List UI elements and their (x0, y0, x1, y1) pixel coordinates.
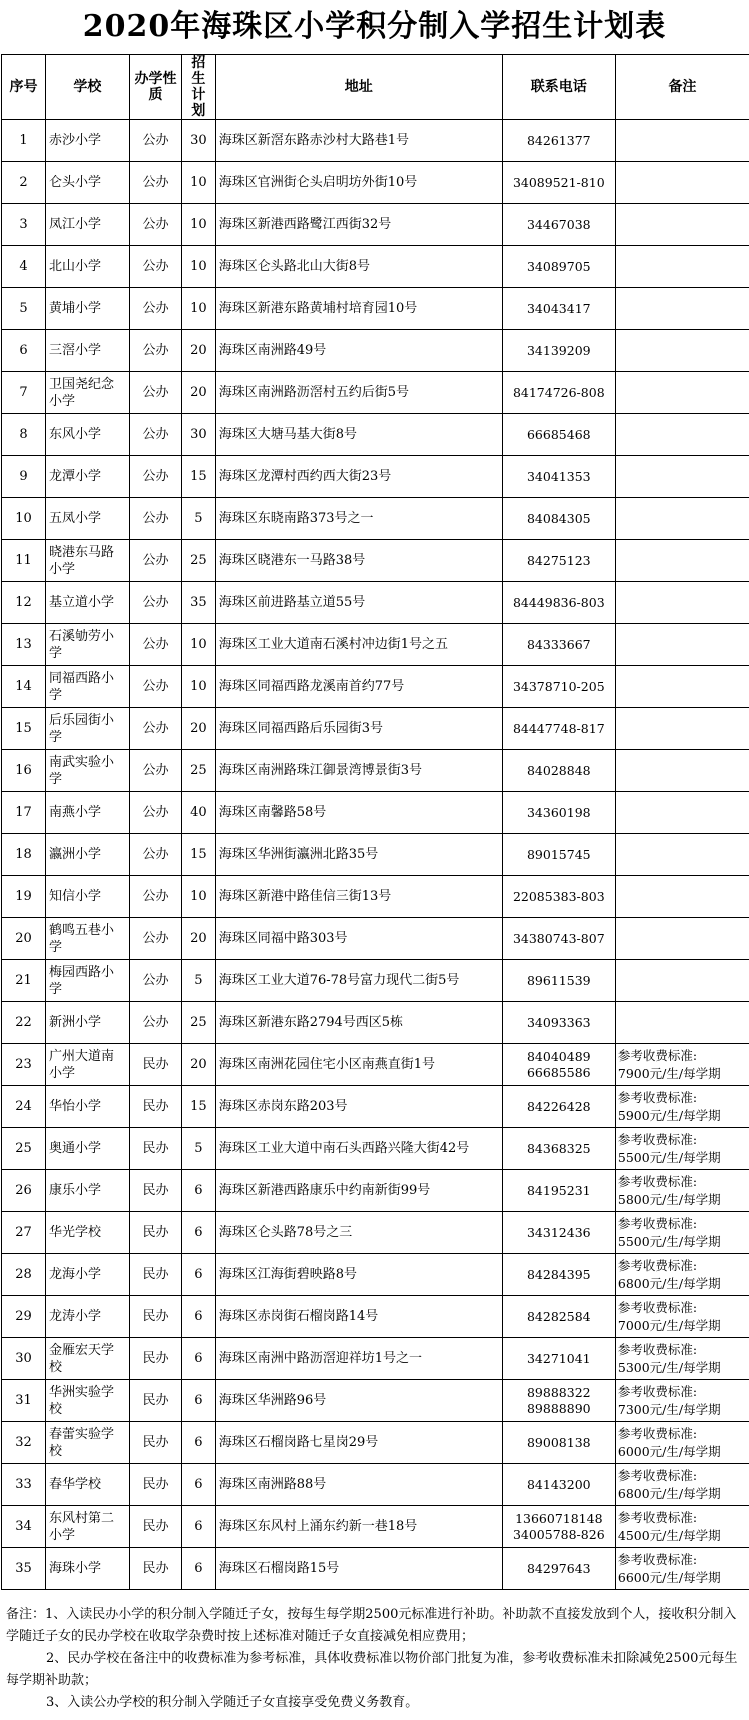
cell-school: 龙涛小学 (46, 1296, 130, 1338)
cell-phone: 84284395 (502, 1254, 615, 1296)
cell-phone: 34380743-807 (502, 918, 615, 960)
cell-school: 北山小学 (46, 246, 130, 288)
enrollment-plan-table (1, 54, 749, 1590)
cell-nature: 公办 (129, 666, 181, 708)
cell-school: 基立道小学 (46, 582, 130, 624)
cell-phone: 89015745 (502, 834, 615, 876)
cell-address: 海珠区江海街碧映路8号 (215, 1254, 502, 1296)
cell-school: 三滘小学 (46, 330, 130, 372)
cell-remark: 参考收费标准: 7300元/生/每学期 (615, 1380, 749, 1422)
cell-phone: 34139209 (502, 330, 615, 372)
cell-no: 11 (2, 540, 46, 582)
header-address: 地址 (215, 55, 502, 120)
cell-plan: 25 (182, 1002, 216, 1044)
cell-address: 海珠区新港东路黄埔村培育园10号 (215, 288, 502, 330)
cell-phone: 89888322 89888890 (502, 1380, 615, 1422)
cell-school: 赤沙小学 (46, 120, 130, 162)
cell-no: 33 (2, 1464, 46, 1506)
cell-plan: 20 (182, 708, 216, 750)
cell-nature: 公办 (129, 120, 181, 162)
table-row (2, 1506, 749, 1548)
cell-plan: 20 (182, 372, 216, 414)
cell-phone: 84143200 (502, 1464, 615, 1506)
table-row (2, 1296, 749, 1338)
cell-plan: 10 (182, 246, 216, 288)
table-row (2, 456, 749, 498)
cell-remark (615, 246, 749, 288)
cell-no: 14 (2, 666, 46, 708)
cell-phone: 84226428 (502, 1086, 615, 1128)
cell-nature: 民办 (129, 1338, 181, 1380)
cell-plan: 10 (182, 288, 216, 330)
cell-school: 龙海小学 (46, 1254, 130, 1296)
header-nature: 办学性质 (129, 55, 181, 120)
cell-remark (615, 582, 749, 624)
cell-school: 南武实验小学 (46, 750, 130, 792)
cell-remark (615, 372, 749, 414)
cell-plan: 6 (182, 1548, 216, 1590)
cell-nature: 公办 (129, 918, 181, 960)
cell-phone: 84449836-803 (502, 582, 615, 624)
cell-no: 28 (2, 1254, 46, 1296)
cell-school: 黄埔小学 (46, 288, 130, 330)
cell-phone: 34360198 (502, 792, 615, 834)
cell-no: 27 (2, 1212, 46, 1254)
cell-address: 海珠区工业大道南石溪村冲边街1号之五 (215, 624, 502, 666)
cell-remark: 参考收费标准: 6600元/生/每学期 (615, 1548, 749, 1590)
cell-address: 海珠区南馨路58号 (215, 792, 502, 834)
cell-phone: 34093363 (502, 1002, 615, 1044)
cell-address: 海珠区南洲路沥滘村五约后街5号 (215, 372, 502, 414)
cell-remark (615, 498, 749, 540)
cell-remark: 参考收费标准: 5300元/生/每学期 (615, 1338, 749, 1380)
cell-school: 瀛洲小学 (46, 834, 130, 876)
cell-address: 海珠区仑头路北山大街8号 (215, 246, 502, 288)
cell-plan: 20 (182, 918, 216, 960)
cell-remark (615, 162, 749, 204)
cell-phone: 84261377 (502, 120, 615, 162)
cell-phone: 84275123 (502, 540, 615, 582)
table-row (2, 1044, 749, 1086)
table-row (2, 918, 749, 960)
cell-nature: 公办 (129, 876, 181, 918)
cell-plan: 6 (182, 1212, 216, 1254)
table-row (2, 204, 749, 246)
cell-no: 23 (2, 1044, 46, 1086)
cell-school: 仑头小学 (46, 162, 130, 204)
cell-no: 13 (2, 624, 46, 666)
cell-nature: 民办 (129, 1422, 181, 1464)
cell-address: 海珠区新滘东路赤沙村大路巷1号 (215, 120, 502, 162)
cell-remark (615, 120, 749, 162)
cell-address: 海珠区华洲路96号 (215, 1380, 502, 1422)
cell-plan: 6 (182, 1296, 216, 1338)
cell-phone: 34467038 (502, 204, 615, 246)
cell-address: 海珠区南洲路88号 (215, 1464, 502, 1506)
cell-school: 东风小学 (46, 414, 130, 456)
cell-address: 海珠区工业大道76-78号富力现代二街5号 (215, 960, 502, 1002)
cell-address: 海珠区南洲路珠江御景湾博景街3号 (215, 750, 502, 792)
cell-phone: 84368325 (502, 1128, 615, 1170)
cell-no: 7 (2, 372, 46, 414)
cell-nature: 公办 (129, 582, 181, 624)
cell-address: 海珠区南洲中路沥滘迎祥坊1号之一 (215, 1338, 502, 1380)
cell-school: 同福西路小学 (46, 666, 130, 708)
cell-no: 31 (2, 1380, 46, 1422)
table-row (2, 288, 749, 330)
table-row (2, 834, 749, 876)
cell-remark (615, 624, 749, 666)
cell-plan: 10 (182, 876, 216, 918)
cell-no: 34 (2, 1506, 46, 1548)
cell-nature: 公办 (129, 540, 181, 582)
cell-phone: 84195231 (502, 1170, 615, 1212)
cell-school: 康乐小学 (46, 1170, 130, 1212)
table-row (2, 1212, 749, 1254)
cell-remark: 参考收费标准: 6800元/生/每学期 (615, 1464, 749, 1506)
cell-remark: 参考收费标准: 5500元/生/每学期 (615, 1212, 749, 1254)
cell-plan: 30 (182, 414, 216, 456)
cell-phone: 84028848 (502, 750, 615, 792)
cell-no: 26 (2, 1170, 46, 1212)
cell-phone: 84040489 66685586 (502, 1044, 615, 1086)
cell-remark: 参考收费标准: 7900元/生/每学期 (615, 1044, 749, 1086)
cell-remark: 参考收费标准: 5900元/生/每学期 (615, 1086, 749, 1128)
cell-remark: 参考收费标准: 7000元/生/每学期 (615, 1296, 749, 1338)
table-row (2, 960, 749, 1002)
page-title: 2020年海珠区小学积分制入学招生计划表 (82, 9, 667, 44)
cell-no: 20 (2, 918, 46, 960)
cell-no: 29 (2, 1296, 46, 1338)
cell-address: 海珠区赤岗街石榴岗路14号 (215, 1296, 502, 1338)
cell-plan: 30 (182, 120, 216, 162)
cell-plan: 10 (182, 162, 216, 204)
cell-remark (615, 666, 749, 708)
cell-no: 17 (2, 792, 46, 834)
cell-nature: 公办 (129, 1002, 181, 1044)
cell-school: 春蕾实验学校 (46, 1422, 130, 1464)
cell-no: 25 (2, 1128, 46, 1170)
cell-school: 石溪劬劳小学 (46, 624, 130, 666)
cell-plan: 35 (182, 582, 216, 624)
table-row (2, 1548, 749, 1590)
cell-nature: 民办 (129, 1464, 181, 1506)
cell-school: 晓港东马路小学 (46, 540, 130, 582)
cell-nature: 公办 (129, 624, 181, 666)
cell-school: 春华学校 (46, 1464, 130, 1506)
table-row (2, 582, 749, 624)
cell-remark (615, 834, 749, 876)
footnote-3: 3、入读公办学校的积分制入学随迁子女直接享受免费义务教育。 (46, 1695, 419, 1710)
cell-phone: 84447748-817 (502, 708, 615, 750)
cell-phone: 84174726-808 (502, 372, 615, 414)
cell-plan: 5 (182, 1128, 216, 1170)
table-row (2, 372, 749, 414)
cell-nature: 公办 (129, 204, 181, 246)
cell-school: 东风村第二小学 (46, 1506, 130, 1548)
table-row (2, 666, 749, 708)
cell-address: 海珠区新港中路佳信三街13号 (215, 876, 502, 918)
cell-school: 金雁宏天学校 (46, 1338, 130, 1380)
cell-nature: 公办 (129, 456, 181, 498)
cell-phone: 22085383-803 (502, 876, 615, 918)
cell-school: 海珠小学 (46, 1548, 130, 1590)
cell-phone: 34271041 (502, 1338, 615, 1380)
cell-plan: 6 (182, 1464, 216, 1506)
cell-address: 海珠区工业大道中南石头西路兴隆大街42号 (215, 1128, 502, 1170)
cell-nature: 公办 (129, 330, 181, 372)
cell-remark (615, 1002, 749, 1044)
cell-school: 鹤鸣五巷小学 (46, 918, 130, 960)
table-row (2, 162, 749, 204)
cell-school: 五凤小学 (46, 498, 130, 540)
cell-address: 海珠区东晓南路373号之一 (215, 498, 502, 540)
table-row (2, 540, 749, 582)
table-row (2, 624, 749, 666)
table-row (2, 498, 749, 540)
cell-school: 华光学校 (46, 1212, 130, 1254)
cell-no: 12 (2, 582, 46, 624)
cell-no: 35 (2, 1548, 46, 1590)
cell-plan: 6 (182, 1380, 216, 1422)
cell-phone: 89008138 (502, 1422, 615, 1464)
table-body (2, 120, 749, 1590)
cell-phone: 13660718148 34005788-826 (502, 1506, 615, 1548)
cell-no: 32 (2, 1422, 46, 1464)
cell-plan: 10 (182, 624, 216, 666)
cell-phone: 34312436 (502, 1212, 615, 1254)
cell-school: 奥通小学 (46, 1128, 130, 1170)
cell-address: 海珠区同福西路后乐园街3号 (215, 708, 502, 750)
cell-nature: 公办 (129, 246, 181, 288)
cell-nature: 民办 (129, 1296, 181, 1338)
cell-no: 9 (2, 456, 46, 498)
table-row (2, 414, 749, 456)
cell-nature: 公办 (129, 750, 181, 792)
cell-plan: 15 (182, 456, 216, 498)
cell-plan: 5 (182, 498, 216, 540)
cell-school: 广州大道南小学 (46, 1044, 130, 1086)
cell-school: 后乐园街小学 (46, 708, 130, 750)
table-row (2, 1086, 749, 1128)
cell-no: 30 (2, 1338, 46, 1380)
header-school: 学校 (46, 55, 130, 120)
table-row (2, 1422, 749, 1464)
cell-nature: 公办 (129, 708, 181, 750)
cell-phone: 89611539 (502, 960, 615, 1002)
cell-no: 10 (2, 498, 46, 540)
cell-address: 海珠区官洲街仑头启明坊外街10号 (215, 162, 502, 204)
cell-nature: 公办 (129, 834, 181, 876)
cell-plan: 20 (182, 330, 216, 372)
cell-phone: 34043417 (502, 288, 615, 330)
cell-nature: 公办 (129, 162, 181, 204)
cell-nature: 公办 (129, 792, 181, 834)
cell-phone: 84297643 (502, 1548, 615, 1590)
cell-plan: 6 (182, 1254, 216, 1296)
table-row (2, 330, 749, 372)
cell-phone: 34041353 (502, 456, 615, 498)
cell-remark: 参考收费标准: 6000元/生/每学期 (615, 1422, 749, 1464)
cell-no: 4 (2, 246, 46, 288)
cell-plan: 40 (182, 792, 216, 834)
cell-remark (615, 288, 749, 330)
cell-address: 海珠区同福中路303号 (215, 918, 502, 960)
cell-remark: 参考收费标准: 6800元/生/每学期 (615, 1254, 749, 1296)
cell-school: 新洲小学 (46, 1002, 130, 1044)
cell-address: 海珠区石榴岗路七星岗29号 (215, 1422, 502, 1464)
cell-school: 凤江小学 (46, 204, 130, 246)
cell-school: 知信小学 (46, 876, 130, 918)
cell-no: 19 (2, 876, 46, 918)
table-row (2, 1002, 749, 1044)
cell-nature: 民办 (129, 1380, 181, 1422)
cell-nature: 公办 (129, 960, 181, 1002)
cell-nature: 民办 (129, 1548, 181, 1590)
cell-address: 海珠区南洲路49号 (215, 330, 502, 372)
cell-plan: 10 (182, 204, 216, 246)
cell-remark: 参考收费标准: 5800元/生/每学期 (615, 1170, 749, 1212)
cell-address: 海珠区同福西路龙溪南首约77号 (215, 666, 502, 708)
cell-plan: 20 (182, 1044, 216, 1086)
table-header-row (2, 55, 749, 120)
cell-plan: 6 (182, 1170, 216, 1212)
cell-nature: 民办 (129, 1254, 181, 1296)
cell-nature: 公办 (129, 414, 181, 456)
table-row (2, 246, 749, 288)
cell-remark (615, 918, 749, 960)
cell-nature: 民办 (129, 1170, 181, 1212)
cell-no: 6 (2, 330, 46, 372)
cell-phone: 34089705 (502, 246, 615, 288)
cell-address: 海珠区新港西路鹭江西街32号 (215, 204, 502, 246)
cell-nature: 民办 (129, 1506, 181, 1548)
header-plan: 招生计划 (182, 55, 216, 120)
cell-address: 海珠区华洲街瀛洲北路35号 (215, 834, 502, 876)
table-row (2, 792, 749, 834)
cell-remark (615, 792, 749, 834)
cell-phone: 84084305 (502, 498, 615, 540)
cell-nature: 民办 (129, 1212, 181, 1254)
cell-address: 海珠区新港西路康乐中约南新街99号 (215, 1170, 502, 1212)
cell-nature: 公办 (129, 498, 181, 540)
cell-remark (615, 960, 749, 1002)
cell-no: 8 (2, 414, 46, 456)
cell-plan: 6 (182, 1422, 216, 1464)
cell-no: 5 (2, 288, 46, 330)
cell-address: 海珠区龙潭村西约西大街23号 (215, 456, 502, 498)
footnote-1: 备注：1、入读民办小学的积分制入学随迁子女，按每生每学期2500元标准进行补助。补助款不直接发放到个人，接收积分制入学随迁子女的民办学校在收取学杂费时按上述标准对随迁子女直接减免相应费用； (6, 1607, 737, 1644)
cell-address: 海珠区赤岗东路203号 (215, 1086, 502, 1128)
cell-school: 梅园西路小学 (46, 960, 130, 1002)
cell-plan: 25 (182, 540, 216, 582)
cell-remark (615, 456, 749, 498)
table-row (2, 120, 749, 162)
cell-school: 华怡小学 (46, 1086, 130, 1128)
cell-phone: 84282584 (502, 1296, 615, 1338)
cell-school: 南燕小学 (46, 792, 130, 834)
table-row (2, 1128, 749, 1170)
cell-plan: 6 (182, 1338, 216, 1380)
cell-plan: 15 (182, 834, 216, 876)
cell-nature: 民办 (129, 1128, 181, 1170)
cell-remark (615, 330, 749, 372)
table-row (2, 876, 749, 918)
cell-nature: 公办 (129, 372, 181, 414)
cell-no: 1 (2, 120, 46, 162)
cell-no: 22 (2, 1002, 46, 1044)
footnote-2: 2、民办学校在备注中的收费标准为参考标准，具体收费标准以物价部门批复为准，参考收费标准未扣除减免2500元每生每学期补助款； (6, 1651, 738, 1688)
cell-remark: 参考收费标准: 4500元/生/每学期 (615, 1506, 749, 1548)
cell-remark (615, 540, 749, 582)
cell-phone: 34089521-810 (502, 162, 615, 204)
header-remark: 备注 (615, 55, 749, 120)
cell-address: 海珠区大塘马基大街8号 (215, 414, 502, 456)
cell-remark (615, 750, 749, 792)
cell-phone: 66685468 (502, 414, 615, 456)
cell-remark (615, 414, 749, 456)
cell-nature: 民办 (129, 1044, 181, 1086)
cell-no: 18 (2, 834, 46, 876)
cell-school: 卫国尧纪念小学 (46, 372, 130, 414)
cell-address: 海珠区仑头路78号之三 (215, 1212, 502, 1254)
cell-no: 21 (2, 960, 46, 1002)
cell-address: 海珠区南洲花园住宅小区南燕直街1号 (215, 1044, 502, 1086)
table-row (2, 1464, 749, 1506)
table-row (2, 1380, 749, 1422)
cell-address: 海珠区东风村上涌东约新一巷18号 (215, 1506, 502, 1548)
table-row (2, 1170, 749, 1212)
cell-phone: 84333667 (502, 624, 615, 666)
cell-address: 海珠区前进路基立道55号 (215, 582, 502, 624)
cell-nature: 民办 (129, 1086, 181, 1128)
cell-remark (615, 876, 749, 918)
cell-school: 龙潭小学 (46, 456, 130, 498)
table-row (2, 708, 749, 750)
header-phone: 联系电话 (502, 55, 615, 120)
cell-plan: 10 (182, 666, 216, 708)
footnotes (0, 1590, 749, 1714)
cell-no: 16 (2, 750, 46, 792)
cell-address: 海珠区晓港东一马路38号 (215, 540, 502, 582)
cell-plan: 15 (182, 1086, 216, 1128)
cell-remark (615, 708, 749, 750)
cell-phone: 34378710-205 (502, 666, 615, 708)
table-row (2, 750, 749, 792)
cell-no: 2 (2, 162, 46, 204)
cell-remark: 参考收费标准: 5500元/生/每学期 (615, 1128, 749, 1170)
cell-nature: 公办 (129, 288, 181, 330)
cell-plan: 5 (182, 960, 216, 1002)
cell-plan: 6 (182, 1506, 216, 1548)
cell-address: 海珠区新港东路2794号西区5栋 (215, 1002, 502, 1044)
cell-plan: 25 (182, 750, 216, 792)
cell-no: 24 (2, 1086, 46, 1128)
cell-school: 华洲实验学校 (46, 1380, 130, 1422)
cell-address: 海珠区石榴岗路15号 (215, 1548, 502, 1590)
table-row (2, 1254, 749, 1296)
cell-no: 3 (2, 204, 46, 246)
table-row (2, 1338, 749, 1380)
cell-no: 15 (2, 708, 46, 750)
header-no: 序号 (2, 55, 46, 120)
cell-remark (615, 204, 749, 246)
